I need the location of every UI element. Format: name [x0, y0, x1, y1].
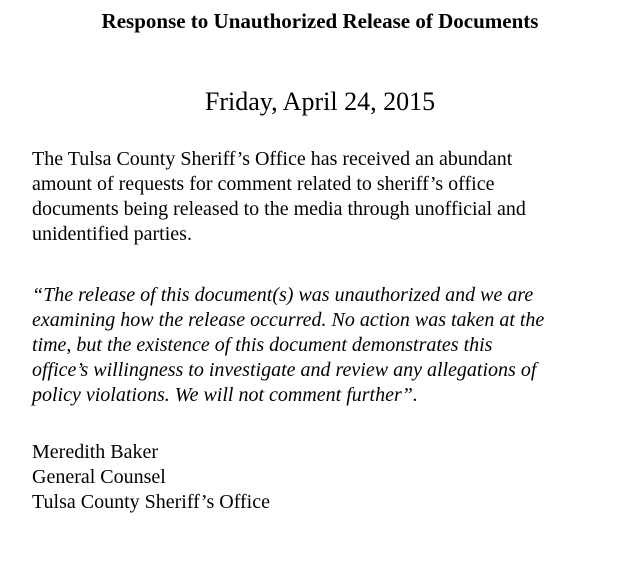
quote-line: time, but the existence of this document demonstrates this — [32, 334, 493, 356]
signature-block — [32, 440, 632, 515]
signatory-name: Meredith Baker — [32, 441, 159, 463]
signatory-organization: Tulsa County Sheriff’s Office — [32, 491, 270, 513]
quote-paragraph — [32, 283, 632, 408]
quote-line: policy violations. We will not comment further”. — [32, 384, 418, 406]
signatory-role: General Counsel — [32, 466, 166, 488]
quote-line: office’s willingness to investigate and review any allegations of — [32, 359, 537, 381]
statement-paragraph — [32, 147, 632, 247]
document-title: Response to Unauthorized Release of Documents — [101, 9, 539, 33]
statement-line: unidentified parties. — [32, 223, 192, 245]
statement-line: The Tulsa County Sheriff’s Office has received an abundant — [32, 148, 513, 170]
statement-line: documents being released to the media through unofficial and — [32, 198, 526, 220]
quote-line: examining how the release occurred. No action was taken at the — [32, 309, 545, 331]
quote-line: “The release of this document(s) was unauthorized and we are — [32, 284, 534, 306]
statement-line: amount of requests for comment related to sheriff’s office — [32, 173, 495, 195]
release-date: Friday, April 24, 2015 — [204, 87, 436, 116]
